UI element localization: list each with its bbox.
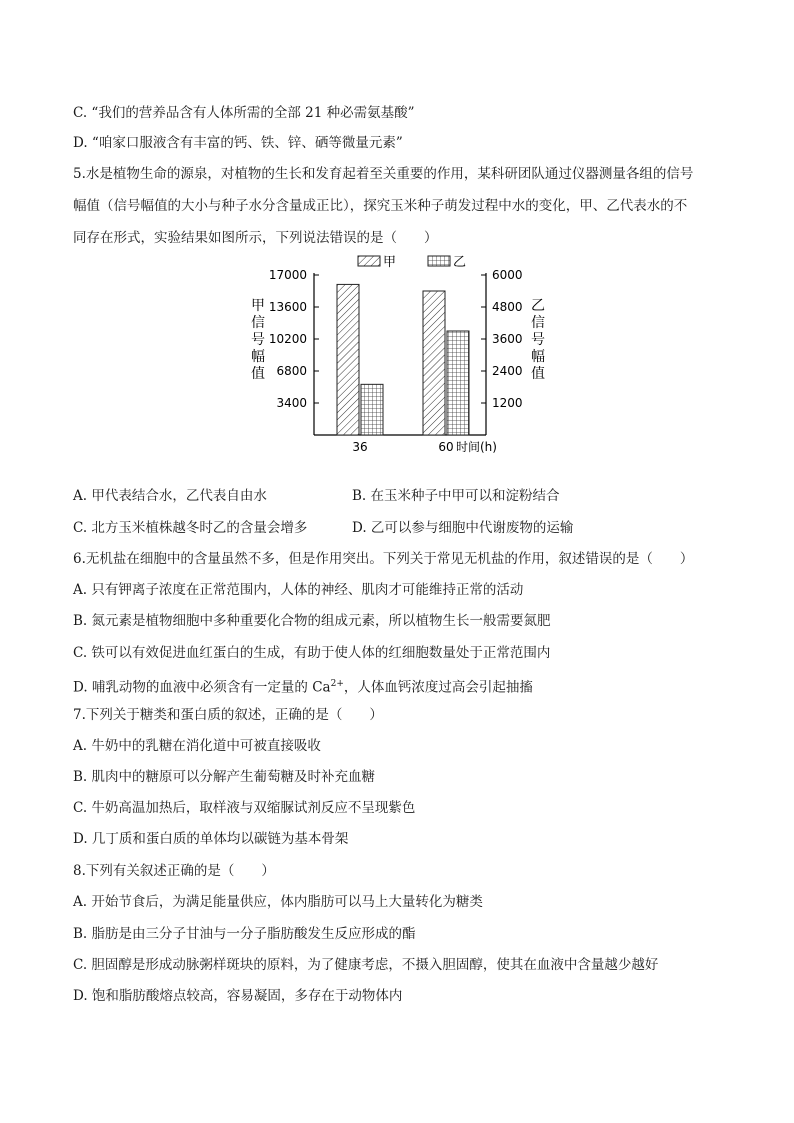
q7-option-c: C. 牛奶高温加热后，取样液与双缩脲试剂反应不呈现紫色 — [73, 800, 416, 816]
right-tick-label: 1200 — [492, 396, 523, 410]
q6-option-d — [73, 675, 533, 697]
right-axis-label: 号 — [531, 332, 545, 348]
x-tick-label: 36 — [352, 440, 368, 454]
left-axis-label: 甲 — [251, 298, 265, 314]
left-axis-label: 值 — [251, 366, 265, 382]
right-tick-label: 6000 — [492, 268, 523, 282]
right-tick-label: 2400 — [492, 364, 523, 378]
legend-label-jia: 甲 — [383, 255, 397, 270]
right-axis-label: 信 — [531, 315, 545, 331]
q4-option-d: D. “咱家口服液含有丰富的钙、铁、锌、硒等微量元素” — [73, 135, 403, 151]
bar-jia — [423, 291, 445, 435]
q5-option-d: D. 乙可以参与细胞中代谢废物的运输 — [352, 520, 574, 536]
bar-yi — [447, 331, 469, 435]
q7-stem: 7.下列关于糖类和蛋白质的叙述，正确的是（ ） — [73, 707, 383, 723]
x-tick-label: 60 — [438, 440, 454, 454]
legend-swatch-jia — [358, 256, 380, 266]
bar-jia — [337, 284, 359, 435]
left-tick-label: 6800 — [276, 364, 307, 378]
ca-charge: 2+ — [330, 679, 344, 689]
q8-option-c: C. 胆固醇是形成动脉粥样斑块的原料，为了健康考虑，不摄入胆固醇，使其在血液中含量越少越好 — [73, 957, 659, 973]
right-axis-label: 幅 — [531, 349, 545, 365]
left-tick-label: 17000 — [268, 268, 307, 282]
bar-yi — [361, 384, 383, 435]
x-axis-label: 时间(h) — [456, 440, 497, 454]
q8-option-d: D. 饱和脂肪酸熔点较高，容易凝固，多存在于动物体内 — [73, 988, 403, 1004]
q7-option-a: A. 牛奶中的乳糖在消化道中可被直接吸收 — [73, 738, 321, 754]
left-tick-label: 13600 — [268, 300, 307, 314]
q5-option-a: A. 甲代表结合水，乙代表自由水 — [73, 488, 267, 504]
right-axis-label: 乙 — [531, 298, 545, 314]
q5-stem-line2: 幅值（信号幅值的大小与种子水分含量成正比），探究玉米种子萌发过程中水的变化，甲、乙代表水的不 — [73, 198, 688, 214]
right-tick-label: 4800 — [492, 300, 523, 314]
left-tick-label: 3400 — [276, 396, 307, 410]
left-tick-label: 10200 — [268, 332, 307, 346]
q5-stem-line3: 同存在形式，实验结果如图所示，下列说法错误的是（ ） — [73, 230, 438, 246]
q8-option-a: A. 开始节食后，为满足能量供应，体内脂肪可以马上大量转化为糖类 — [73, 894, 483, 910]
q7-option-b: B. 肌肉中的糖原可以分解产生葡萄糖及时补充血糖 — [73, 769, 376, 785]
legend-swatch-yi — [428, 256, 450, 266]
q5-stem-line1: 5.水是植物生命的源泉，对植物的生长和发育起着至关重要的作用，某科研团队通过仪器测量各组的信号 — [73, 166, 694, 182]
q6-option-c: C. 铁可以有效促进血红蛋白的生成，有助于使人体的红细胞数量处于正常范围内 — [73, 645, 551, 661]
water-signal-chart — [240, 248, 545, 463]
q5-option-c: C. 北方玉米植株越冬时乙的含量会增多 — [73, 520, 308, 536]
q8-stem: 8.下列有关叙述正确的是（ ） — [73, 863, 275, 879]
left-axis-label: 号 — [251, 332, 265, 348]
right-tick-label: 3600 — [492, 332, 523, 346]
q5-option-b: B. 在玉米种子中甲可以和淀粉结合 — [352, 488, 560, 504]
q6-option-d-text: D. 哺乳动物的血液中必须含有一定量的 Ca — [73, 679, 331, 696]
q6-stem: 6.无机盐在细胞中的含量虽然不多，但是作用突出。下列关于常见无机盐的作用，叙述错误的是（ ） — [73, 551, 694, 567]
q7-option-d: D. 几丁质和蛋白质的单体均以碳链为基本骨架 — [73, 831, 349, 847]
legend-label-yi: 乙 — [453, 255, 467, 270]
right-axis-label: 值 — [531, 366, 545, 382]
left-axis-label: 幅 — [251, 349, 265, 365]
q6-option-d-text-end: ，人体血钙浓度过高会引起抽搐 — [343, 679, 533, 696]
left-axis-label: 信 — [251, 315, 265, 331]
q4-option-c: C. “我们的营养品含有人体所需的全部 21 种必需氨基酸” — [73, 105, 415, 121]
q6-option-b: B. 氮元素是植物细胞中多种重要化合物的组成元素，所以植物生长一般需要氮肥 — [73, 613, 551, 629]
q6-option-a: A. 只有钾离子浓度在正常范围内，人体的神经、肌肉才可能维持正常的活动 — [73, 582, 524, 598]
q8-option-b: B. 脂肪是由三分子甘油与一分子脂肪酸发生反应形成的酯 — [73, 926, 416, 942]
